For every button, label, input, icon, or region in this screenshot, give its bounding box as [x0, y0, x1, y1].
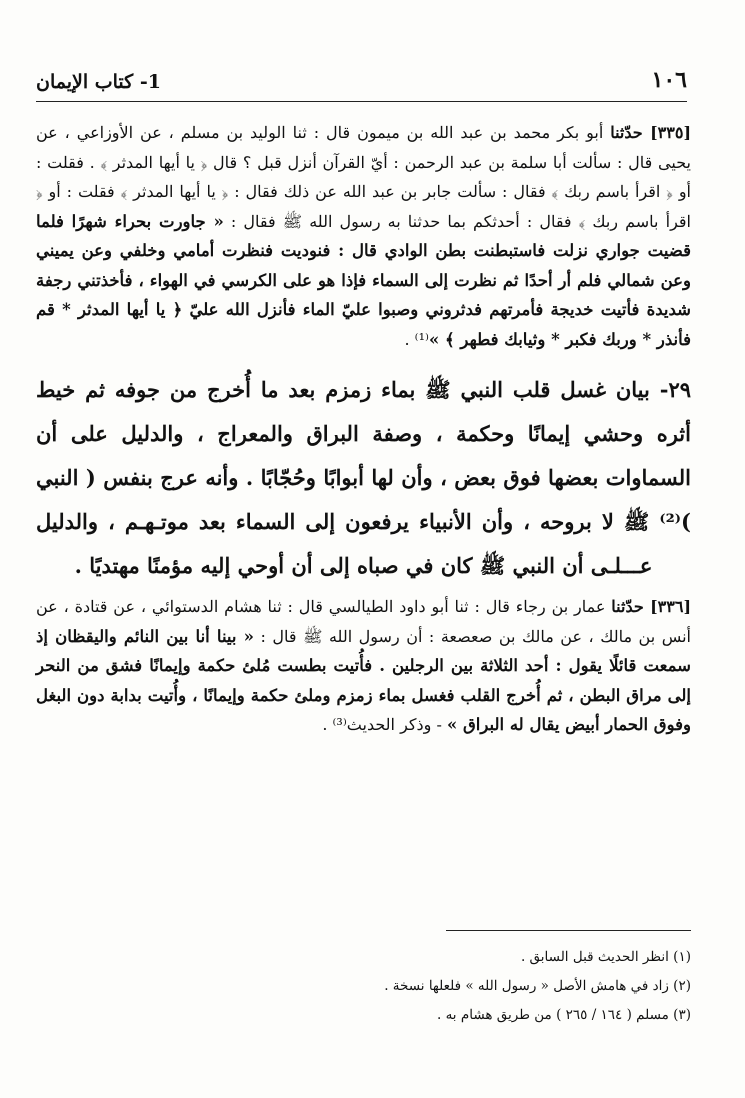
hadith-335-tail: ⁽¹⁾ .	[404, 329, 429, 349]
footnote-3: (٣) مسلم ( ١٦٤ / ٢٦٥ ) من طريق هشام به .	[436, 1007, 691, 1023]
hadith-335-isnad: أبو بكر محمد بن عبد الله بن ميمون قال : ثنا الوليد بن مسلم ، عن الأوزاعي ، عن يحيى قال : سألت أبا سلمة بن عبد الرحمن : أيّ القرآن أنزل قبل ؟ قال ﴿ يا أيها المدثر ﴾ . فقلت : أو ﴿ اقرأ باسم ربك ﴾ فقال : سألت جابر بن عبد الله عن ذلك فقال : ﴿ يا أيها المدثر ﴾ فقلت : أو ﴿ اقرأ باسم ربك ﴾ فقال : أحدثكم بما حدثنا به رسول الله ﷺ فقال :	[36, 123, 692, 231]
page-number: ١٠٦	[651, 67, 687, 93]
hadith-335-number: [٣٣٥] حدّثنا	[610, 123, 692, 142]
page-body	[36, 118, 691, 740]
hadith-336-number: [٣٣٦] حدّثنا	[611, 597, 692, 616]
footnote-divider	[446, 930, 691, 931]
hadith-336	[36, 592, 691, 740]
running-chapter-title: 1- كتاب الإيمان	[36, 71, 161, 93]
hadith-336-matn: « بينا أنا بين النائم واليقظان إذ سمعت قائلًا يقول : أحد الثلاثة بين الرجلين . فأُتيت بطست مُلئ حكمة وإيمانًا فشق من النحر إلى مراق البطن ، ثم أُخرج القلب فغسل بماء زمزم وملئ حكمة وإيمانًا ، وأُتيت بدابة دون البغل وفوق الحمار أبيض يقال له البراق »	[36, 626, 691, 734]
footnote-1: (١) انظر الحديث قبل السابق .	[520, 949, 691, 965]
chapter-29-heading: ٢٩- بيان غسل قلب النبي ﷺ بماء زمزم بعد ما أُخرج من جوفه ثم خيط أثره وحشي إيمانًا وحكمة ، وصفة البراق والمعراج ، والدليل على أن السماوات بعضها فوق بعض ، وأن لها أبوابًا وحُجّابًا . وأنه عرج بنفس ( النبي )⁽²⁾ ﷺ لا بروحه ، وأن الأنبياء يرفعون إلى السماء بعد موتـهـم ، والدليل عـــلـى أن النبي ﷺ كان في صباه إلى أن أوحي إليه مؤمنًا مهتديًا .	[36, 377, 691, 578]
hadith-335	[36, 118, 691, 354]
hadith-336-tail: - وذكر الحديث⁽³⁾ .	[322, 715, 447, 734]
hadith-335-matn: « جاورت بحراء شهرًا فلما قضيت جواري نزلت فاستبطنت بطن الوادي قال : فنوديت فنظرت أمامي وخلفي وعن يميني وعن شمالي فلم أر أحدًا ثم نظرت إلى السماء فإذا هو على الكرسي في الهواء ، فأخذتني رجفة شديدة فأتيت خديجة فأمرتهم فدثروني وصبوا عليّ الماء فأنزل الله عليّ ﴿ يا أيها المدثر * قم فأنذر * وربك فكبر * وثيابك فطهر ﴾ »	[36, 211, 691, 349]
page-header	[36, 62, 687, 102]
footnote-2: (٢) زاد في هامش الأصل « رسول الله » فلعلها نسخة .	[384, 978, 691, 994]
footnotes	[36, 930, 691, 1030]
hadith-336-isnad: عمار بن رجاء قال : ثنا أبو داود الطيالسي قال : ثنا هشام الدستوائي ، عن قتادة ، عن أنس بن مالك ، عن مالك بن صعصعة : أن رسول الله ﷺ قال :	[36, 597, 691, 646]
